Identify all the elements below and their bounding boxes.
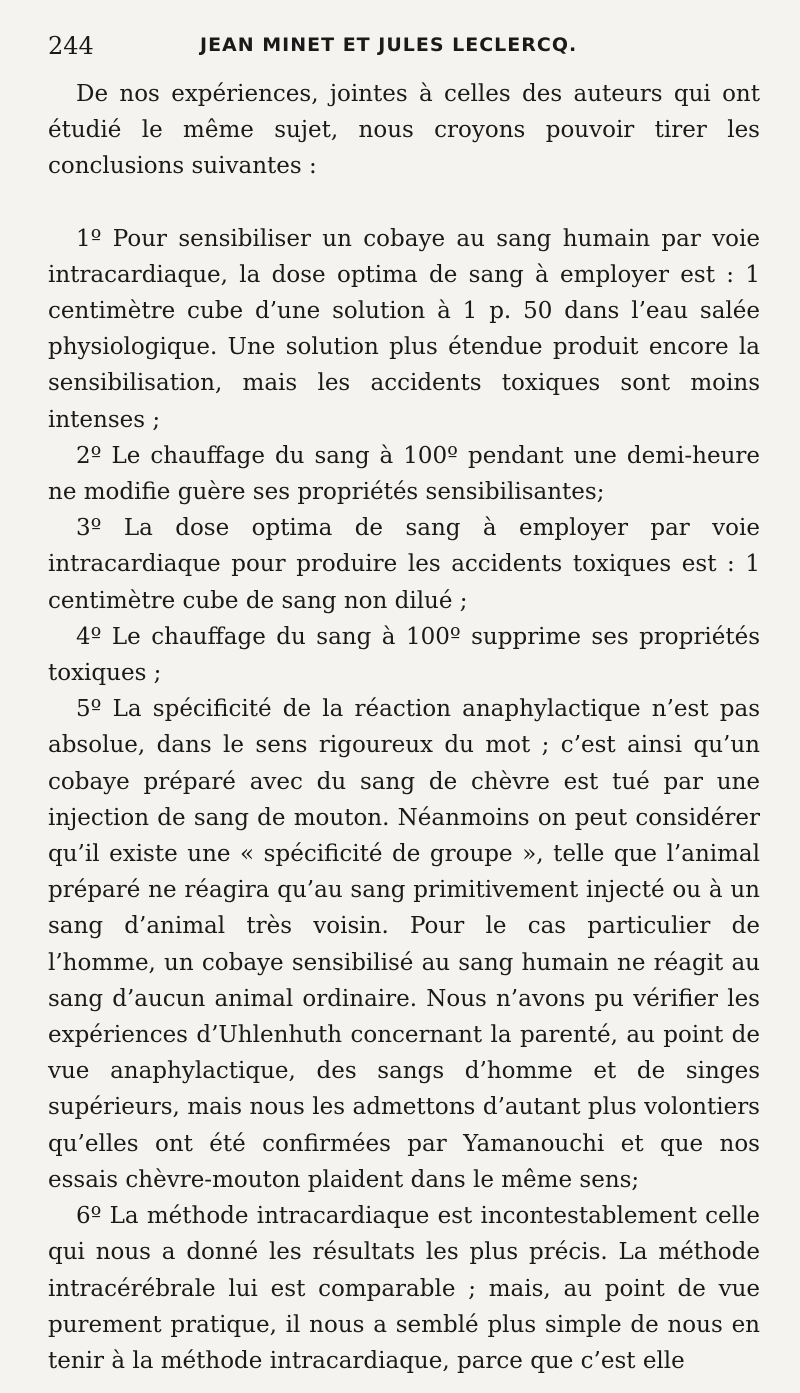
page-number: 244 xyxy=(48,32,94,60)
paragraph-conclusion-2: 2º Le chauffage du sang à 100º pendant une demi-heure ne modifie guère ses propriétés sensibilisantes; xyxy=(48,442,760,506)
paragraph-conclusion-3: 3º La dose optima de sang à employer par voie intracardiaque pour produire les accidents toxiques est : 1 centimètre cube de sang non dilué ; xyxy=(48,515,760,614)
paragraph-conclusion-4: 4º Le chauffage du sang à 100º supprime ses propriétés toxiques ; xyxy=(48,623,760,687)
paragraph-intro: De nos expériences, jointes à celles des auteurs qui ont étudié le même sujet, nous croyons pouvoir tirer les conclusions suivantes : xyxy=(48,81,760,180)
paragraph-conclusion-6: 6º La méthode intracardiaque est incontestablement celle qui nous a donné les résultats les plus précis. La méthode intracérébrale lui est comparable ; mais, au point de vue purement pratique, il nous a semblé plus simple de nous en tenir à la méthode intracardiaque, parce que c’est elle xyxy=(48,1203,760,1374)
running-head: JEAN MINET ET JULES LECLERCQ. xyxy=(200,34,578,56)
paragraph-conclusion-1: 1º Pour sensibiliser un cobaye au sang humain par voie intracardiaque, la dose optima de sang à employer est : 1 centimètre cube d’une solution à 1 p. 50 dans l’eau salée physiologique. Une solution plus étendue produit encore la sensibilisation, mais les accidents toxiques sont moins intenses ; xyxy=(48,225,760,433)
page-header xyxy=(48,32,752,68)
body-text xyxy=(48,76,760,1379)
paragraph-conclusion-5: 5º La spécificité de la réaction anaphylactique n’est pas absolue, dans le sens rigoureux du mot ; c’est ainsi qu’un cobaye préparé avec du sang de chèvre est tué par une injection de sang de mouton. Néanmoins on peut considérer qu’il existe une « spécificité de groupe », telle que l’animal préparé ne réagira qu’au sang primitivement injecté ou à un sang d’animal très voisin. Pour le cas particulier de l’homme, un cobaye sensibilisé au sang humain ne réagit au sang d’aucun animal ordinaire. Nous n’avons pu vérifier les expériences d’Uhlenhuth concernant la parenté, au point de vue anaphylactique, des sangs d’homme et de singes supérieurs, mais nous les admettons d’autant plus volontiers qu’elles ont été confirmées par Yamanouchi et que nos essais chèvre-mouton plaident dans le même sens; xyxy=(48,696,760,1193)
